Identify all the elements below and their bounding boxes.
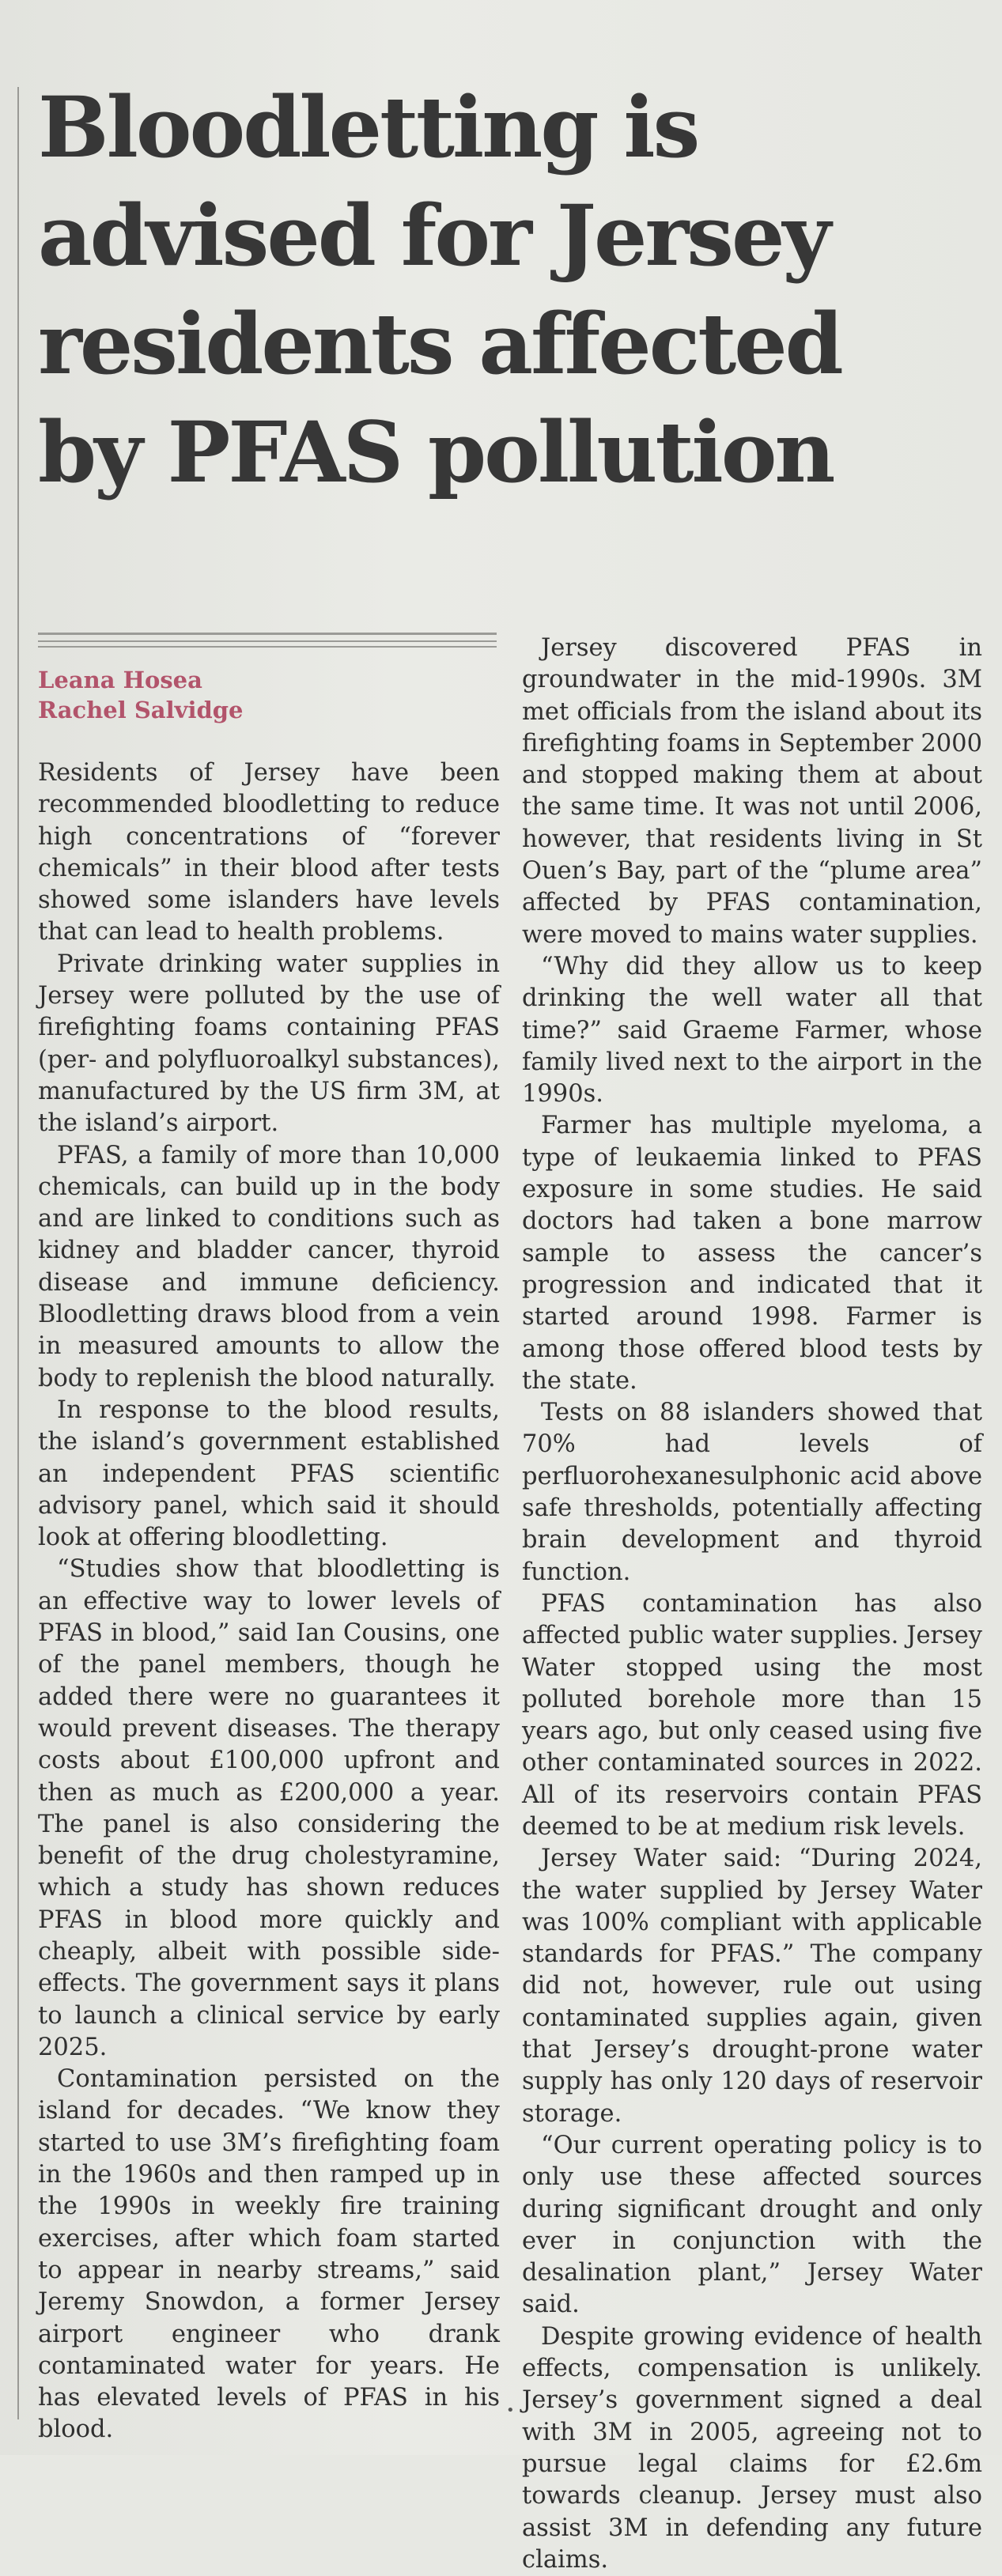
paragraph: “Studies show that bloodletting is an effective way to lower levels of PFAS in blood,” said Ian Cousins, one of the panel members, though he added there were no guarantees it would prevent diseases. The therapy costs about £100,000 upfront and then as much as £200,000 a year. The panel is also considering the benefit of the drug cholestyramine, which a study has shown reduces PFAS in blood more quickly and cheaply, albeit with possible side-effects. The government says it plans to launch a clinical service by early 2025.	[38, 1555, 500, 2061]
paragraph: PFAS contamination has also affected public water supplies. Jersey Water stopped using the most polluted borehole more than 15 years ago, but only ceased using five other contaminated sources in 2022. All of its reservoirs contain PFAS deemed to be at medium risk levels.	[522, 1589, 982, 1841]
author-name: Leana Hosea	[38, 667, 202, 693]
paragraph: “Our current operating policy is to only use these affected sources during significant drought and only ever in conjunction with the desalination plant,” Jersey Water said.	[522, 2131, 982, 2319]
paragraph: Jersey Water said: “During 2024, the water supplied by Jersey Water was 100% compliant with applicable standards for PFAS.” The company did not, however, rule out using contaminated supplies again, given that Jersey’s drought-prone water supply has only 120 days of reservoir storage.	[522, 1845, 982, 2128]
article-column-right	[522, 633, 982, 2576]
author-list	[38, 665, 497, 725]
end-mark-icon: •	[506, 2402, 515, 2419]
paragraph: In response to the blood results, the island’s government established an independent PFAS scientific advisory panel, which said it should look at offering bloodletting.	[38, 1396, 500, 1552]
paragraph: PFAS, a family of more than 10,000 chemicals, can build up in the body and are linked to conditions such as kidney and bladder cancer, thyroid disease and immune deficiency. Bloodletting draws blood from a vein in measured amounts to allow the body to replenish the blood naturally.	[38, 1141, 500, 1392]
paragraph: Despite growing evidence of health effects, compensation is unlikely. Jersey’s government signed a deal with 3M in 2005, agreeing not to pursue legal claims for £2.6m towards cleanup. Jersey must also assist 3M in defending any future claims.	[522, 2322, 982, 2574]
paragraph: “Why did they allow us to keep drinking the well water all that time?” said Graeme Farmer, whose family lived next to the airport in the 1990s.	[522, 952, 982, 1109]
article-column-left	[38, 757, 500, 2446]
paragraph: Contamination persisted on the island for decades. “We know they started to use 3M’s firefighting foam in the 1960s and then ramped up in the 1990s in weekly fire training exercises, after which foam started to appear in nearby streams,” said Jeremy Snowdon, a former Jersey airport engineer who drank contaminated water for years. He has elevated levels of PFAS in his blood.	[38, 2065, 500, 2444]
paragraph: Farmer has multiple myeloma, a type of leukaemia linked to PFAS exposure in some studies. He said doctors had taken a bone marrow sample to assess the cancer’s progression and indicated that it started around 1998. Farmer is among those offered blood tests by the state.	[522, 1112, 982, 1395]
byline-rule	[38, 633, 497, 635]
paragraph: Residents of Jersey have been recommended bloodletting to reduce high concentrations of “forever chemicals” in their blood after tests showed some islanders have levels that can lead to health problems.	[38, 759, 500, 946]
paragraph: Private drinking water supplies in Jersey were polluted by the use of firefighting foams containing PFAS (per- and polyfluoroalkyl substances), manufactured by the US firm 3M, at the island’s airport.	[38, 950, 500, 1138]
column-divider	[17, 87, 19, 2419]
author-name: Rachel Salvidge	[38, 697, 244, 723]
paragraph: Jersey discovered PFAS in groundwater in the mid-1990s. 3M met officials from the island about its firefighting foams in September 2000 and stopped making them at about the same time. It was not until 2006, however, that residents living in St Ouen’s Bay, part of the “plume area” affected by PFAS contamination, were moved to mains water supplies.	[522, 634, 982, 949]
paragraph: Tests on 88 islanders showed that 70% had levels of perfluorohexanesulphonic acid above safe thresholds, potentially affecting brain development and thyroid function.	[522, 1399, 982, 1586]
byline-rule	[38, 646, 497, 648]
byline-rule	[38, 640, 497, 642]
byline	[38, 633, 497, 725]
headline: Bloodletting is advised for Jersey residents affected by PFAS pollution	[38, 77, 841, 501]
